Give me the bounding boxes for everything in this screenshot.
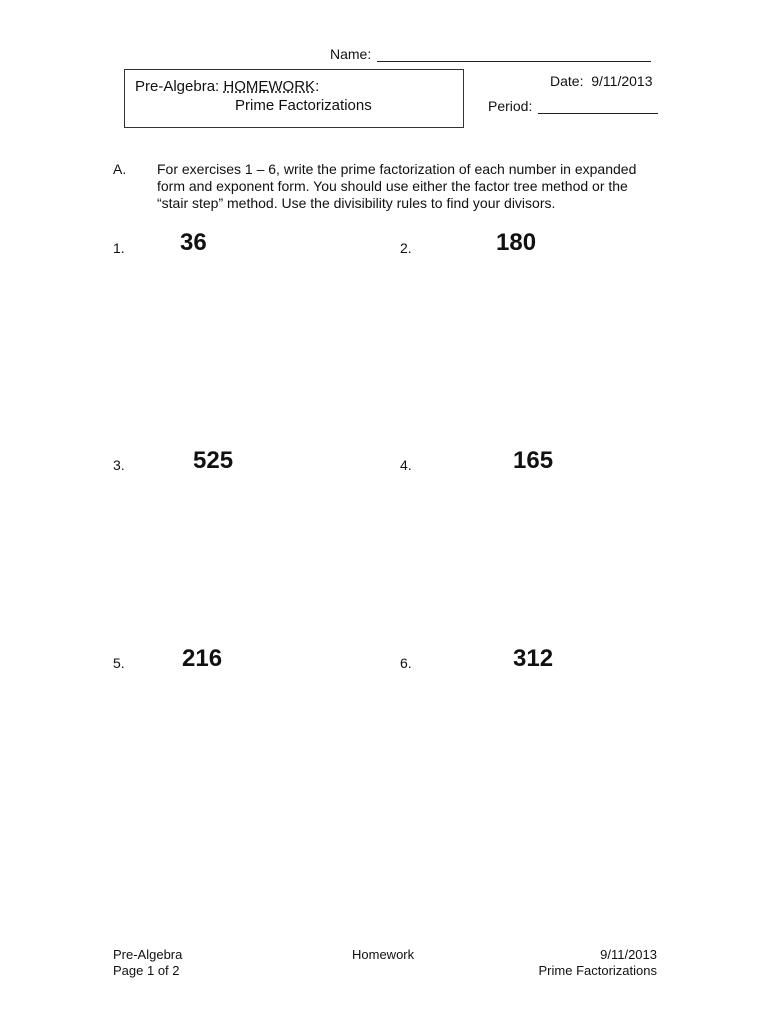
course-line [135, 78, 319, 95]
problem-1-value: 36 [180, 229, 207, 256]
footer-right [539, 947, 657, 979]
problem-2-label: 2. [400, 240, 412, 256]
name-field [330, 46, 651, 62]
problem-3-value: 525 [193, 447, 234, 474]
period-blank-line[interactable] [538, 99, 658, 114]
assignment-suffix: : [315, 78, 320, 95]
problem-4-value: 165 [513, 447, 554, 474]
date-value: 9/11/2013 [591, 73, 653, 89]
footer-center: Homework [352, 947, 415, 962]
period-field [488, 98, 658, 114]
problem-5-value: 216 [182, 645, 223, 672]
date-field [550, 73, 653, 89]
course-label: Pre-Algebra: [135, 78, 220, 95]
date-label: Date: [550, 73, 584, 89]
problem-5-label: 5. [113, 655, 125, 671]
footer-course: Pre-Algebra [113, 947, 183, 962]
assignment-type: HOMEWORK [223, 78, 316, 95]
section-instructions: For exercises 1 – 6, write the prime factorization of each number in expanded form and exponent form. You should use either the factor tree method or the “stair step” method. Use the divisibility rules to find your divisors. [157, 161, 637, 211]
section-letter: A. [113, 161, 127, 177]
footer-left [113, 947, 182, 979]
problem-6-label: 6. [400, 655, 412, 671]
footer-date: 9/11/2013 [600, 947, 657, 962]
problem-4-label: 4. [400, 457, 412, 473]
footer-topic: Prime Factorizations [538, 963, 657, 978]
topic-title: Prime Factorizations [235, 97, 372, 114]
title-box [124, 69, 464, 128]
problem-2-value: 180 [496, 229, 537, 256]
problem-1-label: 1. [113, 240, 125, 256]
period-label: Period: [488, 98, 533, 114]
name-label: Name: [330, 46, 372, 62]
problem-3-label: 3. [113, 457, 125, 473]
problem-6-value: 312 [513, 645, 554, 672]
name-blank-line[interactable] [377, 47, 651, 62]
footer-page-number: Page 1 of 2 [113, 963, 180, 978]
